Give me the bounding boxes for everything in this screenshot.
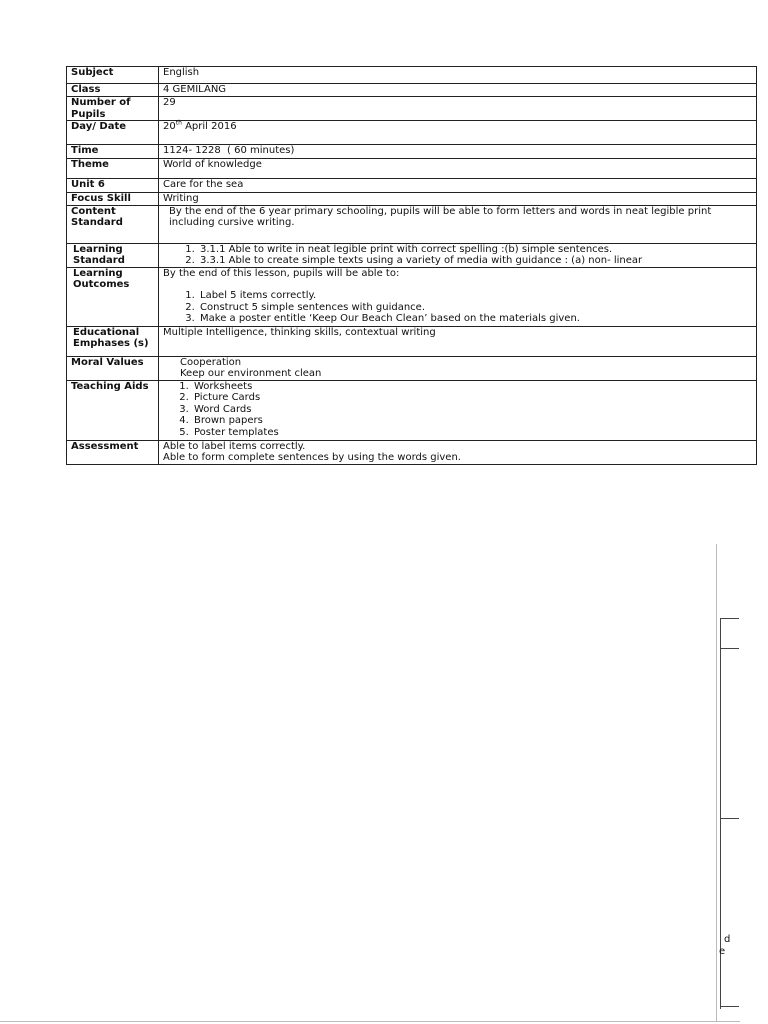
moral-label: Moral Values bbox=[67, 356, 159, 380]
subject-value: English bbox=[159, 67, 757, 84]
lo-intro: By the end of this lesson, pupils will be able to: bbox=[163, 267, 400, 279]
row-educational-emphases bbox=[67, 326, 757, 356]
row-teaching-aids bbox=[67, 380, 757, 440]
content-value: By the end of the 6 year primary schooling, pupils will be able to form letters and words in neat legible print including cursive writing. bbox=[159, 205, 757, 243]
list-item: Cooperation bbox=[180, 356, 242, 368]
row-date bbox=[67, 121, 757, 145]
aids-value bbox=[159, 380, 757, 440]
row-pupils bbox=[67, 97, 757, 121]
time-value: 1124- 1228 ( 60 minutes) bbox=[159, 145, 757, 159]
edu-label: Educational Emphases (s) bbox=[67, 326, 159, 356]
lo-list bbox=[163, 290, 752, 325]
unit-label: Unit 6 bbox=[67, 179, 159, 193]
assess-label: Assessment bbox=[67, 440, 159, 464]
pupils-value: 29 bbox=[159, 97, 757, 121]
content-label: Content Standard bbox=[67, 205, 159, 243]
page-bottom-edge bbox=[0, 1021, 740, 1022]
row-learning-standard bbox=[67, 243, 757, 267]
list-item: 5. Poster templates bbox=[192, 427, 752, 439]
moral-list bbox=[163, 357, 752, 380]
row-subject bbox=[67, 67, 757, 84]
next-page-fragment bbox=[0, 544, 740, 1022]
assess-line: Able to form complete sentences by using the words given. bbox=[163, 452, 461, 463]
cropped-char: e bbox=[719, 946, 726, 957]
row-moral-values bbox=[67, 356, 757, 380]
theme-label: Theme bbox=[67, 159, 159, 179]
table-rule bbox=[720, 818, 739, 819]
date-value bbox=[159, 121, 757, 145]
list-item: 3. Word Cards bbox=[192, 404, 752, 416]
aids-label: Teaching Aids bbox=[67, 380, 159, 440]
cropped-char: d bbox=[724, 934, 731, 945]
date-ordinal: th bbox=[175, 119, 182, 127]
row-class bbox=[67, 84, 757, 97]
table-rule bbox=[720, 1006, 739, 1007]
row-assessment bbox=[67, 440, 757, 464]
moral-value bbox=[159, 356, 757, 380]
list-item: 3. Make a poster entitle ‘Keep Our Beach Clean’ based on the materials given. bbox=[198, 313, 752, 325]
row-theme bbox=[67, 159, 757, 179]
assess-line: Able to label items correctly. bbox=[163, 440, 306, 452]
row-time bbox=[67, 145, 757, 159]
focus-label: Focus Skill bbox=[67, 193, 159, 206]
row-content-standard bbox=[67, 205, 757, 243]
aids-list bbox=[163, 381, 752, 439]
ls-label: Learning Standard bbox=[67, 243, 159, 267]
ls-list bbox=[163, 244, 752, 267]
list-item: 1. Worksheets bbox=[192, 381, 752, 393]
list-item: 2. Picture Cards bbox=[192, 392, 752, 404]
lo-value bbox=[159, 267, 757, 326]
focus-value: Writing bbox=[159, 193, 757, 206]
list-item: 4. Brown papers bbox=[192, 415, 752, 427]
cropped-text bbox=[716, 934, 730, 958]
edu-value: Multiple Intelligence, thinking skills, contextual writing bbox=[159, 326, 757, 356]
class-value: 4 GEMILANG bbox=[159, 84, 757, 97]
unit-value: Care for the sea bbox=[159, 179, 757, 193]
row-learning-outcomes bbox=[67, 267, 757, 326]
list-item: 1. Label 5 items correctly. bbox=[198, 290, 752, 302]
list-item: Keep our environment clean bbox=[180, 368, 322, 379]
class-label: Class bbox=[67, 84, 159, 97]
date-rest: April 2016 bbox=[181, 121, 237, 132]
time-label: Time bbox=[67, 145, 159, 159]
assess-value bbox=[159, 440, 757, 464]
ls-value bbox=[159, 243, 757, 267]
date-day: 20 bbox=[163, 121, 176, 132]
subject-label: Subject bbox=[67, 67, 159, 84]
list-item: 2. Construct 5 simple sentences with guidance. bbox=[198, 302, 752, 314]
row-unit bbox=[67, 179, 757, 193]
pupils-label: Number of Pupils bbox=[67, 97, 159, 121]
list-item: 1. 3.1.1 Able to write in neat legible print with correct spelling :(b) simple sentences. bbox=[198, 244, 752, 256]
date-label: Day/ Date bbox=[67, 121, 159, 145]
table-rule bbox=[720, 648, 739, 649]
list-item: 2. 3.3.1 Able to create simple texts using a variety of media with guidance : (a) non- linear bbox=[198, 255, 752, 267]
lesson-plan-table bbox=[66, 66, 757, 465]
theme-value: World of knowledge bbox=[159, 159, 757, 179]
lo-label: Learning Outcomes bbox=[67, 267, 159, 326]
row-focus-skill bbox=[67, 193, 757, 206]
